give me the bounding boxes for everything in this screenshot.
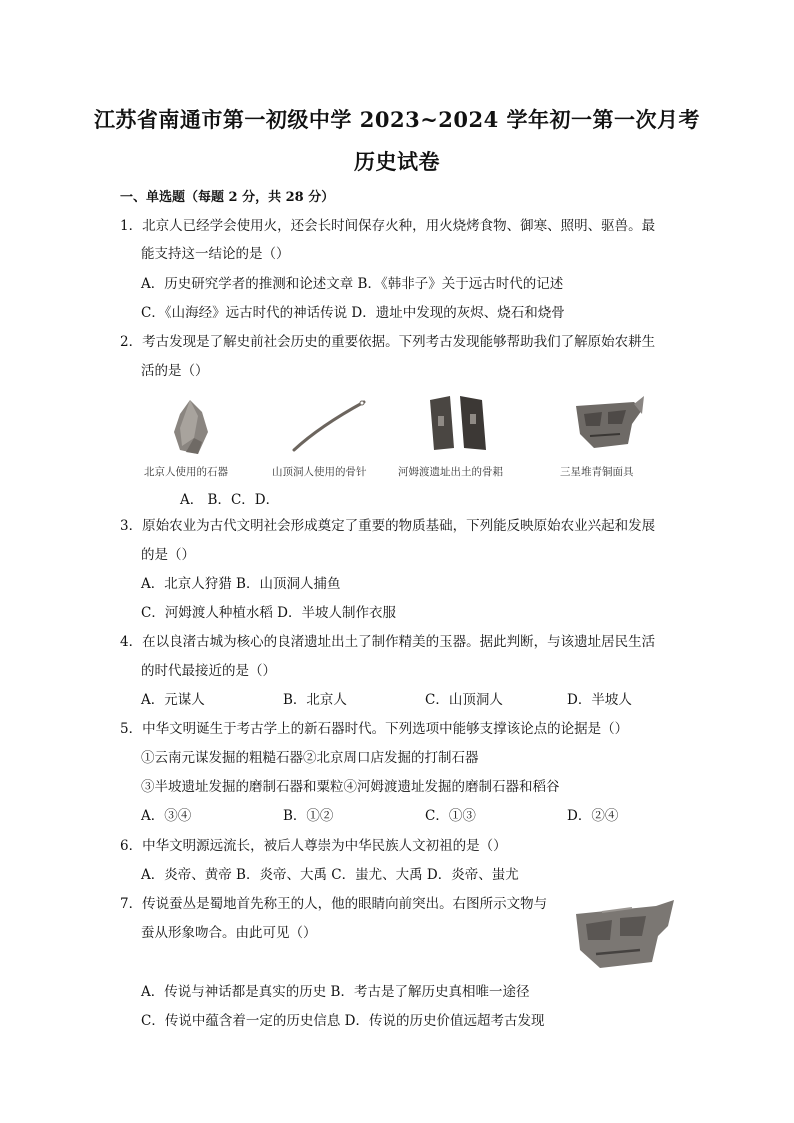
question-7-options-ab: A．传说与神话都是真实的历史 B．考古是了解历史真相唯一途径 xyxy=(141,984,530,1000)
question-1-line-1: 1．北京人已经学会使用火，还会长时间保存火种，用火烧烤食物、御寒、照明、驱兽。最 xyxy=(120,218,656,234)
bronze-mask-image xyxy=(572,394,646,452)
question-5-option-b: B．①② xyxy=(283,808,334,824)
bone-needle-image xyxy=(290,398,370,454)
question-4-option-c: C．山顶洞人 xyxy=(425,692,503,708)
question-2-figure xyxy=(140,392,676,484)
question-1-options-ab: A．历史研究学者的推测和论述文章 B．《韩非子》关于远古时代的记述 xyxy=(141,276,564,292)
question-5-option-a: A．③④ xyxy=(141,808,192,824)
caption-bone-spade: 河姆渡遗址出土的骨耜 xyxy=(398,466,503,478)
stone-tool-image xyxy=(168,398,216,458)
question-3-options-cd: C．河姆渡人种植水稻 D．半坡人制作衣服 xyxy=(141,605,396,621)
question-7-line-2: 蚕从形象吻合。由此可见（） xyxy=(141,925,317,941)
question-5-line-2: ①云南元谋发掘的粗糙石器②北京周口店发掘的打制石器 xyxy=(141,750,479,766)
question-2-options: A． B．C．D． xyxy=(180,492,280,508)
question-2-line-2: 活的是（） xyxy=(141,363,209,379)
question-6-options: A．炎帝、黄帝 B．炎帝、大禹 C．蚩尤、大禹 D．炎帝、蚩尤 xyxy=(141,867,519,883)
bone-spade-image xyxy=(424,392,496,456)
question-4-line-2: 的时代最接近的是（） xyxy=(141,663,276,679)
caption-stone-tool: 北京人使用的石器 xyxy=(144,466,228,478)
caption-bronze-mask: 三星堆青铜面具 xyxy=(560,466,634,478)
question-3-line-1: 3．原始农业为古代文明社会形成奠定了重要的物质基础，下列能反映原始农业兴起和发展 xyxy=(120,518,656,534)
question-4-option-a: A．元谋人 xyxy=(141,692,205,708)
caption-bone-needle: 山顶洞人使用的骨针 xyxy=(272,466,367,478)
page-title: 江苏省南通市第一初级中学 2023~2024 学年初一第一次月考 xyxy=(93,107,701,132)
question-3-line-2: 的是（） xyxy=(141,547,195,563)
question-1-line-2: 能支持这一结论的是（） xyxy=(141,246,290,262)
question-4-option-b: B．北京人 xyxy=(283,692,347,708)
question-5-line-1: 5．中华文明诞生于考古学上的新石器时代。下列选项中能够支撑该论点的论据是（） xyxy=(120,721,629,737)
section-heading: 一、单选题（每题 2 分，共 28 分） xyxy=(120,190,335,205)
question-7-options-cd: C．传说中蕴含着一定的历史信息 D．传说的历史价值远超考古发现 xyxy=(141,1013,545,1029)
page-subtitle: 历史试卷 xyxy=(354,149,440,174)
question-5-option-c: C．①③ xyxy=(425,808,476,824)
question-4-option-d: D．半坡人 xyxy=(567,692,632,708)
question-6-line-1: 6．中华文明源远流长，被后人尊崇为中华民族人文初祖的是（） xyxy=(120,838,507,854)
question-5-option-d: D．②④ xyxy=(567,808,619,824)
question-7-line-1: 7．传说蚕丛是蜀地首先称王的人，他的眼睛向前突出。右图所示文物与 xyxy=(120,896,548,912)
question-5-line-3: ③半坡遗址发掘的磨制石器和粟粒④河姆渡遗址发掘的磨制石器和稻谷 xyxy=(141,779,560,795)
question-4-line-1: 4．在以良渚古城为核心的良渚遗址出土了制作精美的玉器。据此判断，与该遗址居民生活 xyxy=(120,634,656,650)
question-3-options-ab: A．北京人狩猎 B．山顶洞人捕鱼 xyxy=(141,576,341,592)
bronze-mask-figure-image xyxy=(572,896,678,972)
question-2-line-1: 2．考古发现是了解史前社会历史的重要依据。下列考古发现能够帮助我们了解原始农耕生 xyxy=(120,334,656,350)
question-1-options-cd: C．《山海经》远古时代的神话传说 D．遗址中发现的灰烬、烧石和烧骨 xyxy=(141,305,565,321)
